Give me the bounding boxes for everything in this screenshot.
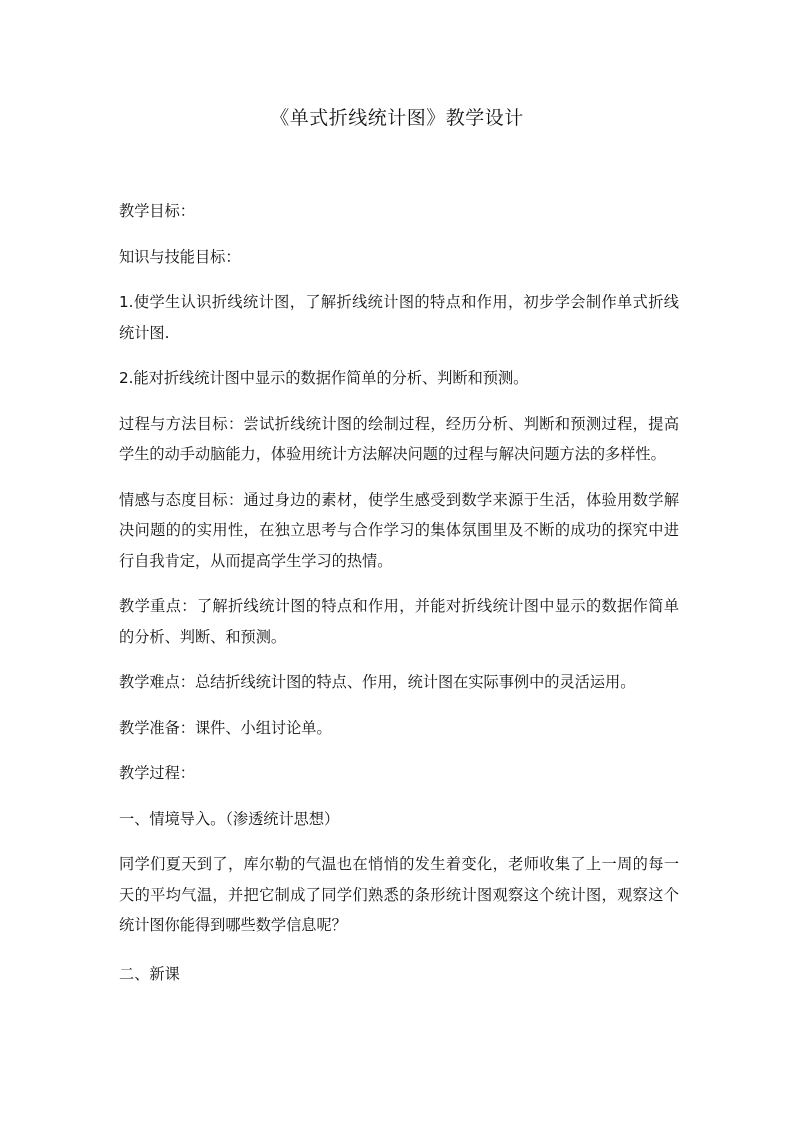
paragraph-key-points: 教学重点：了解折线统计图的特点和作用，并能对折线统计图中显示的数据作简单的分析、判断、和预测。	[119, 597, 679, 646]
paragraph-process-method: 过程与方法目标：尝试折线统计图的绘制过程，经历分析、判断和预测过程，提高学生的动手动脑能力，体验用统计方法解决问题的过程与解决问题方法的多样性。	[119, 414, 679, 463]
document-title: 《单式折线统计图》教学设计	[270, 107, 524, 129]
paragraph-objective-1: 1.使学生认识折线统计图，了解折线统计图的特点和作用，初步学会制作单式折线统计图.	[119, 293, 679, 342]
paragraph-preparation: 教学准备：课件、小组讨论单。	[119, 718, 332, 737]
paragraph-emotion-attitude: 情感与态度目标：通过身边的素材，使学生感受到数学来源于生活，体验用数学解决问题的的实用性，在独立思考与合作学习的集体氛围里及不断的成功的探究中进行自我肯定，从而提高学生学习的热情。	[119, 490, 679, 570]
paragraph-section-2: 二、新课	[119, 964, 180, 983]
paragraph-teaching-objectives: 教学目标：	[119, 202, 195, 220]
paragraph-objective-2: 2.能对折线统计图中显示的数据作简单的分析、判断和预测。	[119, 369, 529, 387]
document-body	[119, 196, 679, 1004]
paragraph-difficulties: 教学难点：总结折线统计图的特点、作用，统计图在实际事例中的灵活运用。	[119, 673, 636, 691]
paragraph-process: 教学过程：	[119, 764, 195, 782]
paragraph-knowledge-skills: 知识与技能目标：	[119, 247, 241, 266]
paragraph-section-1: 一、情境导入。（渗透统计思想）	[119, 809, 340, 828]
paragraph-scenario: 同学们夏天到了，库尔勒的气温也在悄悄的发生着变化，老师收集了上一周的每一天的平均气温，并把它制成了同学们熟悉的条形统计图观察这个统计图，观察这个统计图你能得到哪些数学信息呢？	[119, 855, 679, 934]
